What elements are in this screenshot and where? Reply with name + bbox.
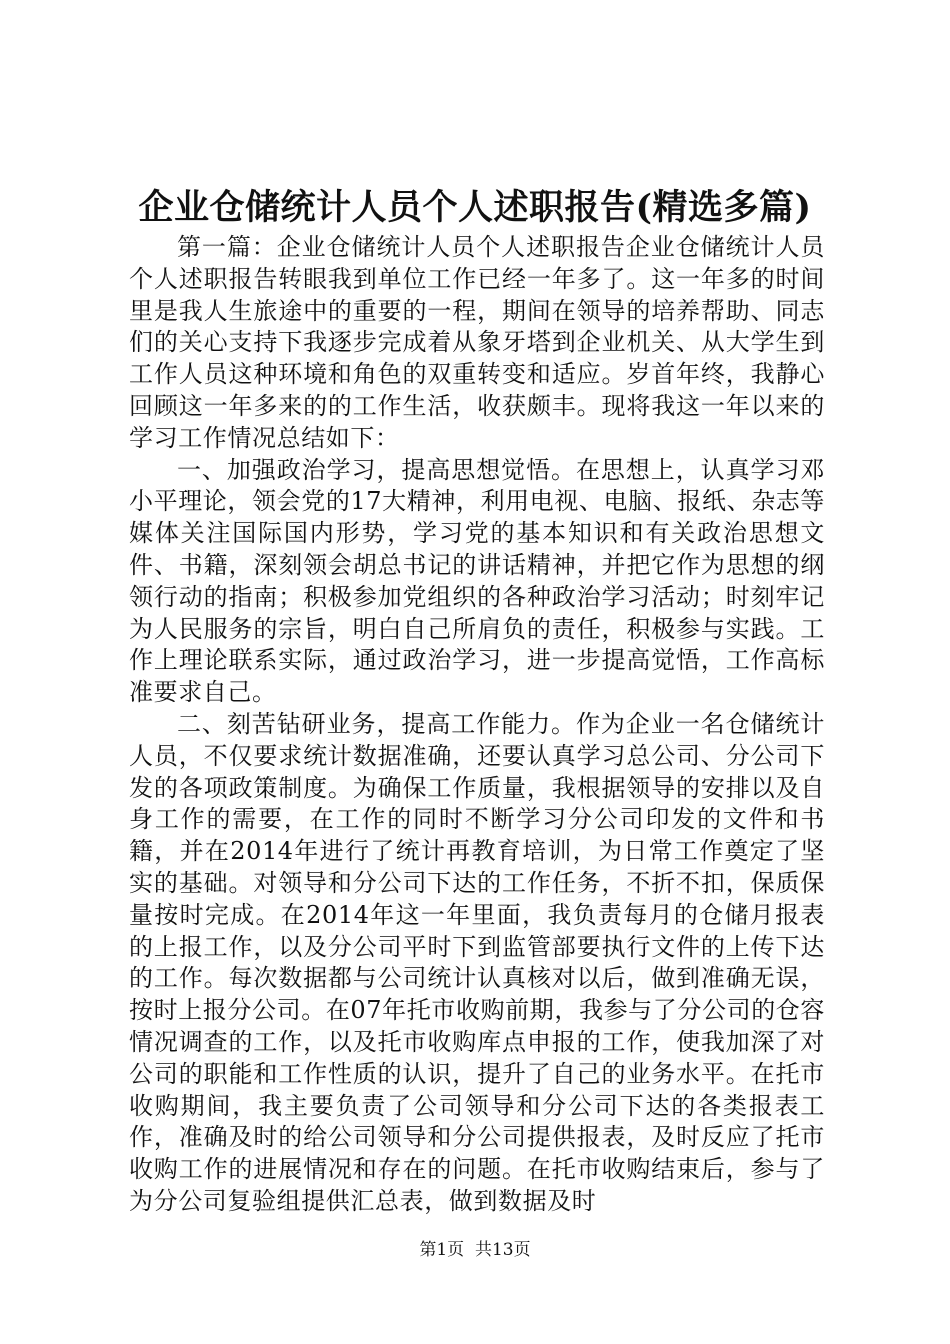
document-body [129, 232, 825, 1218]
paragraph-section-1: 一、加强政治学习，提高思想觉悟。在思想上，认真学习邓小平理论，领会党的17大精神，利用电视、电脑、报纸、杂志等媒体关注国际国内形势，学习党的基本知识和有关政治思想文件、书籍，深刻领会胡总书记的讲话精神，并把它作为思想的纲领行动的指南；积极参加党组织的各种政治学习活动；时刻牢记为人民服务的宗旨，明白自己所肩负的责任，积极参与实践。工作上理论联系实际，通过政治学习，进一步提高觉悟，工作高标准要求自己。 [129, 455, 825, 707]
document-title: 企业仓储统计人员个人述职报告(精选多篇) [138, 187, 812, 228]
paragraph-section-2: 二、刻苦钻研业务，提高工作能力。作为企业一名仓储统计人员，不仅要求统计数据准确，还要认真学习总公司、分公司下发的各项政策制度。为确保工作质量，我根据领导的安排以及自身工作的需要，在工作的同时不断学习分公司印发的文件和书籍，并在2014年进行了统计再教育培训，为日常工作奠定了坚实的基础。对领导和分公司下达的工作任务，不折不扣，保质保量按时完成。在2014年这一年里面，我负责每月的仓储月报表的上报工作，以及分公司平时下到监管部要执行文件的上传下达的工作。每次数据都与公司统计认真核对以后，做到准确无误，按时上报分公司。在07年托市收购前期，我参与了分公司的仓容情况调查的工作，以及托市收购库点申报的工作，使我加深了对公司的职能和工作性质的认识，提升了自己的业务水平。在托市收购期间，我主要负责了公司领导和分公司下达的各类报表工作，准确及时的给公司领导和分公司提供报表，及时反应了托市收购工作的进展情况和存在的问题。在托市收购结束后，参与了为分公司复验组提供汇总表，做到数据及时 [129, 709, 825, 1215]
paragraph-intro: 第一篇：企业仓储统计人员个人述职报告企业仓储统计人员个人述职报告转眼我到单位工作已经一年多了。这一年多的时间里是我人生旅途中的重要的一程，期间在领导的培养帮助、同志们的关心支持下我逐步完成着从象牙塔到企业机关、从大学生到工作人员这种环境和角色的双重转变和适应。岁首年终，我静心回顾这一年多来的的工作生活，收获颇丰。现将我这一年以来的学习工作情况总结如下： [129, 233, 825, 452]
page-footer: 第1页 共13页 [419, 1240, 531, 1260]
